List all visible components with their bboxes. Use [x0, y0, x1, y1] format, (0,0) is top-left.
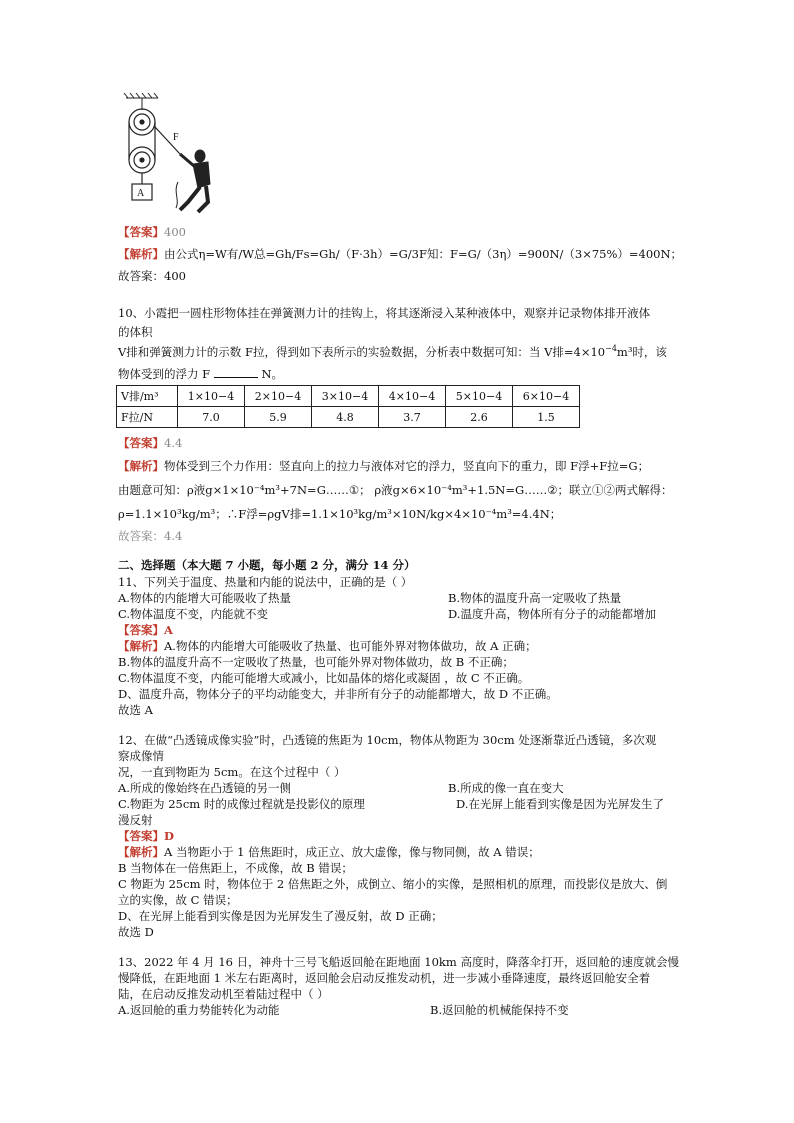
- q10-answer: 4.4: [164, 436, 183, 450]
- q10-analysis-line2: 由题意可知：ρ液g×1×10⁻⁴m³+7N=G……①； ρ液g×6×10⁻⁴m³+1.5N=G……②；联立①②两式解得：: [118, 483, 673, 497]
- q10-answer-line: [118, 435, 182, 451]
- q11-answer: A: [164, 623, 173, 637]
- table-cell: 7.0: [178, 407, 245, 428]
- table-header: V排/m³: [117, 386, 178, 407]
- label-A: A: [137, 188, 145, 199]
- q12-option-d: D.在光屏上能看到实像是因为光屏发生了: [456, 797, 664, 811]
- q12-stem-line1: 12、在做“凸透镜成像实验”时，凸透镜的焦距为 10cm，物体从物距为 30cm 处逐渐靠近凸透镜，多次观: [118, 733, 657, 747]
- q10-stem-line2: 的体积: [118, 325, 153, 339]
- q12-answer-line: [118, 828, 174, 844]
- analysis-tag: 【解析】: [118, 247, 164, 261]
- q12-stem-line2: 察成像情: [118, 749, 164, 763]
- table-row: [117, 386, 580, 407]
- q12-analysis1: A 当物距小于 1 倍焦距时，成正立、放大虚像，像与物同侧，故 A 错误；: [164, 845, 540, 859]
- q11-option-c: C.物体温度不变，内能就不变: [118, 607, 269, 621]
- table-cell: 4.8: [312, 407, 379, 428]
- q9-answer-line: [118, 224, 186, 240]
- q11-option-b: B.物体的温度升高一定吸收了热量: [448, 591, 622, 605]
- table-cell: 3.7: [379, 407, 446, 428]
- q12-option-b: B.所成的像一直在变大: [448, 781, 564, 795]
- data-table: [116, 385, 580, 428]
- q11-final: 故选 A: [118, 703, 153, 717]
- answer-tag: 【答案】: [118, 436, 164, 450]
- q13-option-b: B.返回舱的机械能保持不变: [430, 1003, 569, 1017]
- q12-analysis-line4: 立的实像，故 C 错误；: [118, 893, 238, 907]
- q10-stem-line4: [118, 366, 283, 382]
- table-cell: 1×10−4: [178, 386, 245, 407]
- q10-stem-line3: [118, 344, 667, 360]
- q10-analysis1: 物体受到三个力作用：竖直向上的拉力与液体对它的浮力，竖直向下的重力，即 F浮+F拉=G；: [164, 459, 650, 473]
- table-row: [117, 407, 580, 428]
- q10-line3-exp: −4: [605, 344, 617, 354]
- q11-analysis-line3: C.物体温度不变，内能可能增大或减小，比如晶体的熔化或凝固 ，故 C 不正确。: [118, 671, 530, 685]
- q12-option-d-cont: 漫反射: [118, 813, 153, 827]
- q10-stem-line1: 10、小霞把一圆柱形物体挂在弹簧测力计的挂钩上，将其逐渐浸入某种液体中，观察并记录物体排开液体: [118, 306, 651, 320]
- q11-option-a: A.物体的内能增大可能吸收了热量: [118, 591, 291, 605]
- answer-tag: 【答案】: [118, 623, 164, 637]
- table-cell: 6×10−4: [513, 386, 580, 407]
- q12-answer: D: [164, 829, 174, 843]
- q12-analysis-line1: [118, 844, 540, 860]
- analysis-tag: 【解析】: [118, 459, 164, 473]
- q12-option-c: C.物距为 25cm 时的成像过程就是投影仪的原理: [118, 797, 365, 811]
- q13-option-a: A.返回舱的重力势能转化为动能: [118, 1003, 280, 1017]
- q11-answer-line: [118, 622, 173, 638]
- q9-analysis-line: [118, 246, 682, 262]
- q9-analysis: 由公式η=W有/W总=Gh/Fs=Gh/（F·3h）=G/3F知：F=G/（3η）=900N/（3×75%）=400N；: [164, 247, 683, 261]
- person-figure: [176, 150, 210, 212]
- q9-answer: 400: [164, 225, 186, 239]
- answer-blank: [214, 366, 258, 378]
- analysis-tag: 【解析】: [118, 639, 164, 653]
- analysis-tag: 【解析】: [118, 845, 164, 859]
- table-cell: 2×10−4: [245, 386, 312, 407]
- q13-stem-line3: 陆，在启动反推发动机至着陆过程中（ ）: [118, 987, 329, 1001]
- table-cell: 1.5: [513, 407, 580, 428]
- table-cell: 2.6: [446, 407, 513, 428]
- q10-final: 故答案：4.4: [118, 529, 183, 543]
- q13-stem-line1: 13、2022 年 4 月 16 日，神舟十三号飞船返回舱在距地面 10km 高度时，降落伞打开，返回舱的速度就会慢: [118, 955, 679, 969]
- q10-line4-post: N。: [261, 367, 284, 381]
- q10-analysis-line1: [118, 458, 649, 474]
- pulleys: [129, 109, 180, 184]
- section-title: 二、选择题（本大题 7 小题，每小题 2 分，满分 14 分）: [118, 558, 416, 572]
- label-F: F: [173, 132, 179, 143]
- q12-analysis-line5: D、在光屏上能看到实像是因为光屏发生了漫反射，故 D 正确；: [118, 909, 443, 923]
- q11-option-d: D.温度升高，物体所有分子的动能都增加: [448, 607, 656, 621]
- table-cell: 4×10−4: [379, 386, 446, 407]
- q11-analysis-line4: D、温度升高，物体分子的平均动能变大，并非所有分子的动能都增大，故 D 不正确。: [118, 687, 558, 701]
- q10-line3-pre: V排和弹簧测力计的示数 F拉，得到如下表所示的实验数据，分析表中数据可知：当 V排=4×10: [118, 345, 606, 359]
- q12-analysis-line2: B 当物体在一倍焦距上，不成像，故 B 错误；: [118, 861, 353, 875]
- ceiling-mount: [124, 93, 158, 110]
- q12-option-a: A.所成的像始终在凸透镜的另一侧: [118, 781, 291, 795]
- q10-line3-post: m³时，该: [616, 345, 667, 359]
- q13-stem-line2: 慢降低，在距地面 1 米左右距离时，返回舱会启动反推发动机，进一步减小垂降速度，最终返回舱安全着: [118, 971, 651, 985]
- q9-final: 故答案：400: [118, 269, 186, 283]
- q11-stem: 11、下列关于温度、热量和内能的说法中，正确的是（ ）: [118, 575, 413, 589]
- q11-analysis1: A.物体的内能增大可能吸收了热量、也可能外界对物体做功，故 A 正确；: [164, 639, 537, 653]
- q11-analysis-line1: [118, 638, 537, 654]
- table-header: F拉/N: [117, 407, 178, 428]
- q12-final: 故选 D: [118, 925, 154, 939]
- q10-analysis-line3: ρ=1.1×10³kg/m³；∴F浮=ρgV排=1.1×10³kg/m³×10N/kg×4×10⁻⁴m³=4.4N；: [118, 507, 562, 521]
- table-cell: 5.9: [245, 407, 312, 428]
- table-cell: 3×10−4: [312, 386, 379, 407]
- q11-analysis-line2: B.物体的温度升高不一定吸收了热量，也可能外界对物体做功，故 B 不正确；: [118, 655, 514, 669]
- table-cell: 5×10−4: [446, 386, 513, 407]
- q10-line4-pre: 物体受到的浮力 F: [118, 367, 211, 381]
- q12-stem-line3: 况，一直到物距为 5cm。在这个过程中（ ）: [118, 765, 346, 779]
- pulley-figure: [118, 92, 218, 216]
- answer-tag: 【答案】: [118, 225, 164, 239]
- q12-analysis-line3: C 物距为 25cm 时，物体位于 2 倍焦距之外，成倒立、缩小的实像，是照相机的原理，而投影仪是放大、倒: [118, 877, 668, 891]
- answer-tag: 【答案】: [118, 829, 164, 843]
